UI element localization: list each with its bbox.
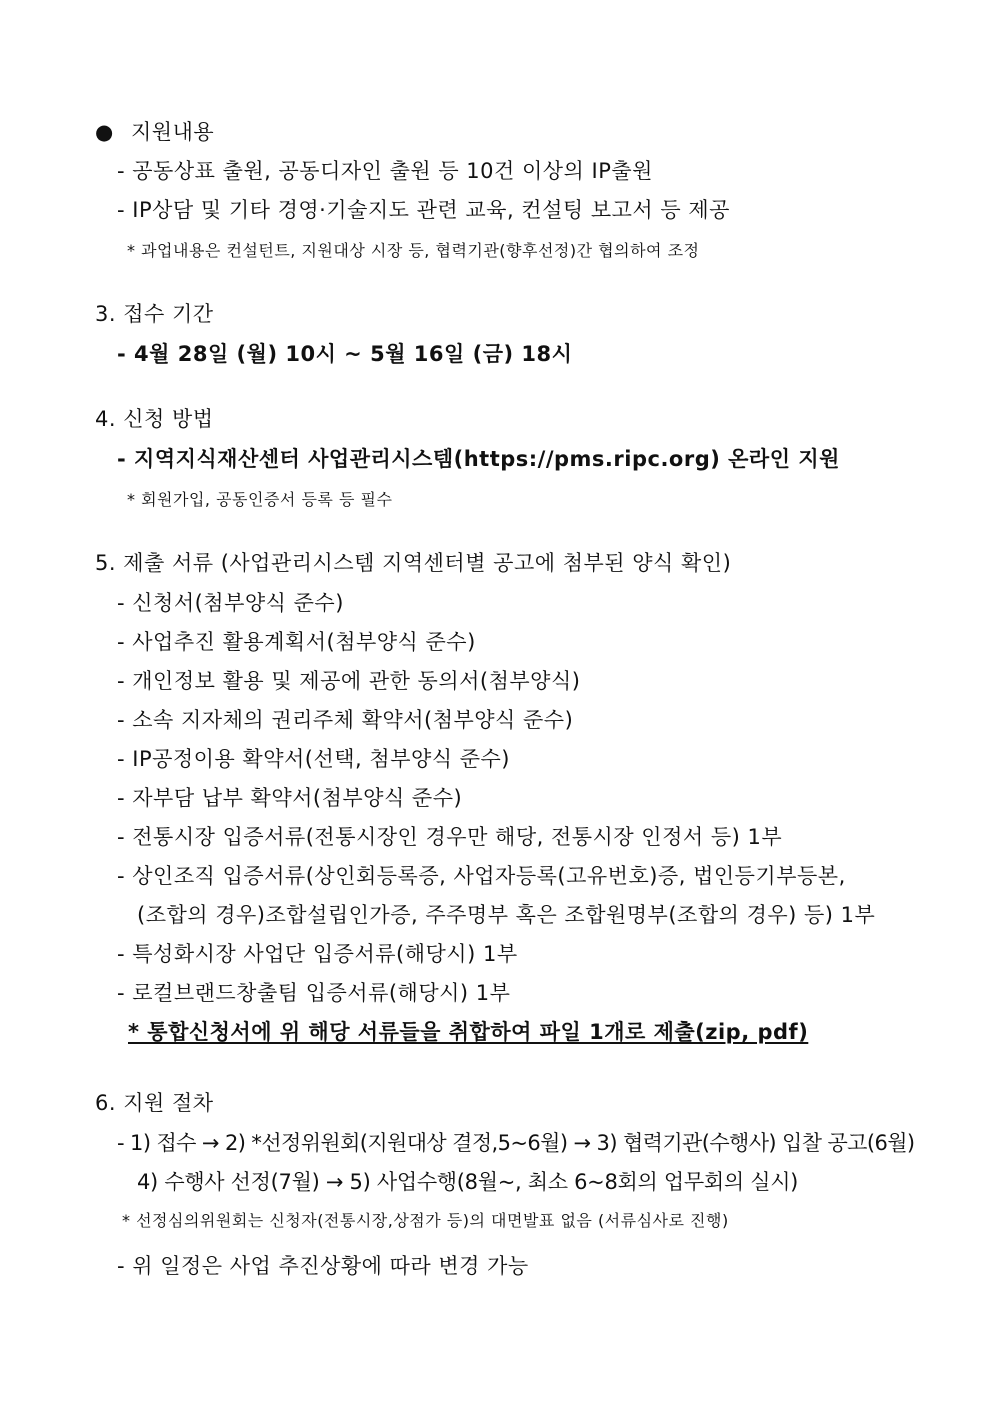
document-item-continuation: (조합의 경우)조합설립인가증, 주주명부 혹은 조합원명부(조합의 경우) 등) 1부 [137,903,876,927]
procedure-note: * 선정심의위원회는 신청자(전통시장,상점가 등)의 대면발표 없음 (서류심사로 진행) [122,1211,729,1230]
procedure-step-line-1: - 1) 접수 → 2) *선정위원회(지원대상 결정,5~6월) → 3) 협력기관(수행사) 입찰 공고(6월) [117,1131,915,1155]
document-item: - 특성화시장 사업단 입증서류(해당시) 1부 [117,942,518,966]
section-5-heading: 5. 제출 서류 (사업관리시스템 지역센터별 공고에 첨부된 양식 확인) [95,551,732,575]
support-content-heading [95,116,214,146]
document-item: - 상인조직 입증서류(상인회등록증, 사업자등록(고유번호)증, 법인등기부등본, [117,864,846,888]
document-item: - 로컬브랜드창출팀 입증서류(해당시) 1부 [117,981,511,1005]
section-3-heading: 3. 접수 기간 [95,302,214,326]
section-heading-text: 지원내용 [131,120,215,144]
document-item: - IP공정이용 확약서(선택, 첨부양식 준수) [117,747,510,771]
document-item: - 전통시장 입증서류(전통시장인 경우만 해당, 전통시장 인정서 등) 1부 [117,825,783,849]
section-4-heading: 4. 신청 방법 [95,407,214,431]
bullet-icon: ● [95,120,114,144]
document-item: - 소속 지자체의 권리주체 확약서(첨부양식 준수) [117,708,574,732]
application-method: - 지역지식재산센터 사업관리시스템(https://pms.ripc.org) 온라인 지원 [117,447,840,471]
document-item: - 신청서(첨부양식 준수) [117,591,344,615]
support-item-consulting: - IP상담 및 기타 경영·기술지도 관련 교육, 컨설팅 보고서 등 제공 [117,198,730,222]
application-period: - 4월 28일 (월) 10시 ~ 5월 16일 (금) 18시 [117,342,573,366]
section-6-heading: 6. 지원 절차 [95,1091,214,1115]
schedule-change-note: - 위 일정은 사업 추진상황에 따라 변경 가능 [117,1254,529,1278]
document-item: - 개인정보 활용 및 제공에 관한 동의서(첨부양식) [117,669,581,693]
support-item-ip-filing: - 공동상표 출원, 공동디자인 출원 등 10건 이상의 IP출원 [117,159,653,183]
document-item: - 자부담 납부 확약서(첨부양식 준수) [117,786,463,810]
support-note: * 과업내용은 컨설턴트, 지원대상 시장 등, 협력기관(향후선정)간 협의하여 조정 [127,241,700,260]
submission-note: * 통합신청서에 위 해당 서류들을 취합하여 파일 1개로 제출(zip, pdf) [128,1020,809,1044]
procedure-step-line-2: 4) 수행사 선정(7월) → 5) 사업수행(8월~, 최소 6~8회의 업무회의 실시) [137,1170,799,1194]
document-item: - 사업추진 활용계획서(첨부양식 준수) [117,630,476,654]
method-note: * 회원가입, 공동인증서 등록 등 필수 [127,490,393,509]
